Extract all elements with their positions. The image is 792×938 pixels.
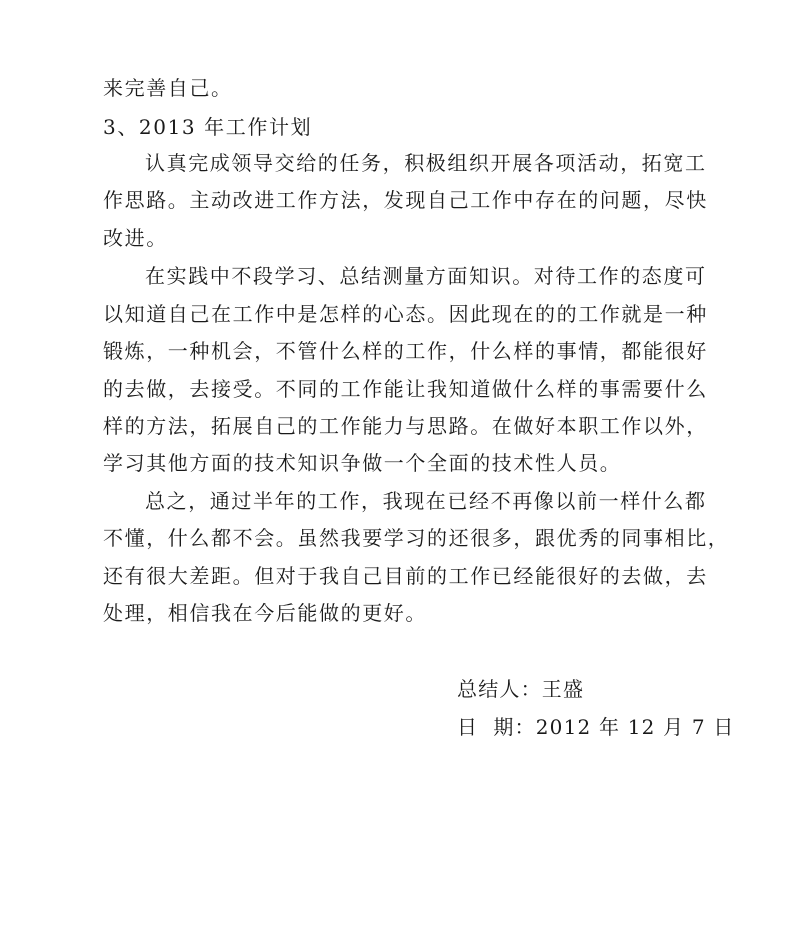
paragraph-line: 学习其他方面的技术知识争做一个全面的技术性人员。 xyxy=(103,451,622,475)
paragraph-line: 锻炼，一种机会，不管什么样的工作，什么样的事情，都能很好 xyxy=(103,339,708,363)
paragraph-line: 处理，相信我在今后能做的更好。 xyxy=(103,601,427,625)
paragraph-line: 在实践中不段学习、总结测量方面知识。对待工作的态度可 xyxy=(145,264,707,288)
paragraph-line: 认真完成领导交给的任务，积极组织开展各项活动，拓宽工 xyxy=(145,151,707,175)
paragraph-line: 改进。 xyxy=(103,226,168,250)
paragraph-line: 总之，通过半年的工作，我现在已经不再像以前一样什么都 xyxy=(145,489,707,513)
paragraph-line: 还有很大差距。但对于我自己目前的工作已经能很好的去做，去 xyxy=(103,564,708,588)
signature-author: 总结人：王盛 xyxy=(457,677,585,701)
signature-date: 日 期：2012 年 12 月 7 日 xyxy=(457,715,735,739)
paragraph-line: 以知道自己在工作中是怎样的心态。因此现在的的工作就是一种 xyxy=(103,302,708,326)
paragraph-line: 样的方法，拓展自己的工作能力与思路。在做好本职工作以外， xyxy=(103,414,708,438)
section-heading: 3、2013 年工作计划 xyxy=(103,115,313,139)
paragraph-line: 的去做，去接受。不同的工作能让我知道做什么样的事需要什么 xyxy=(103,377,708,401)
paragraph-line: 作思路。主动改进工作方法，发现自己工作中存在的问题，尽快 xyxy=(103,188,708,212)
paragraph-line: 不懂，什么都不会。虽然我要学习的还很多，跟优秀的同事相比， xyxy=(103,526,730,550)
continuation-line: 来完善自己。 xyxy=(103,76,233,100)
